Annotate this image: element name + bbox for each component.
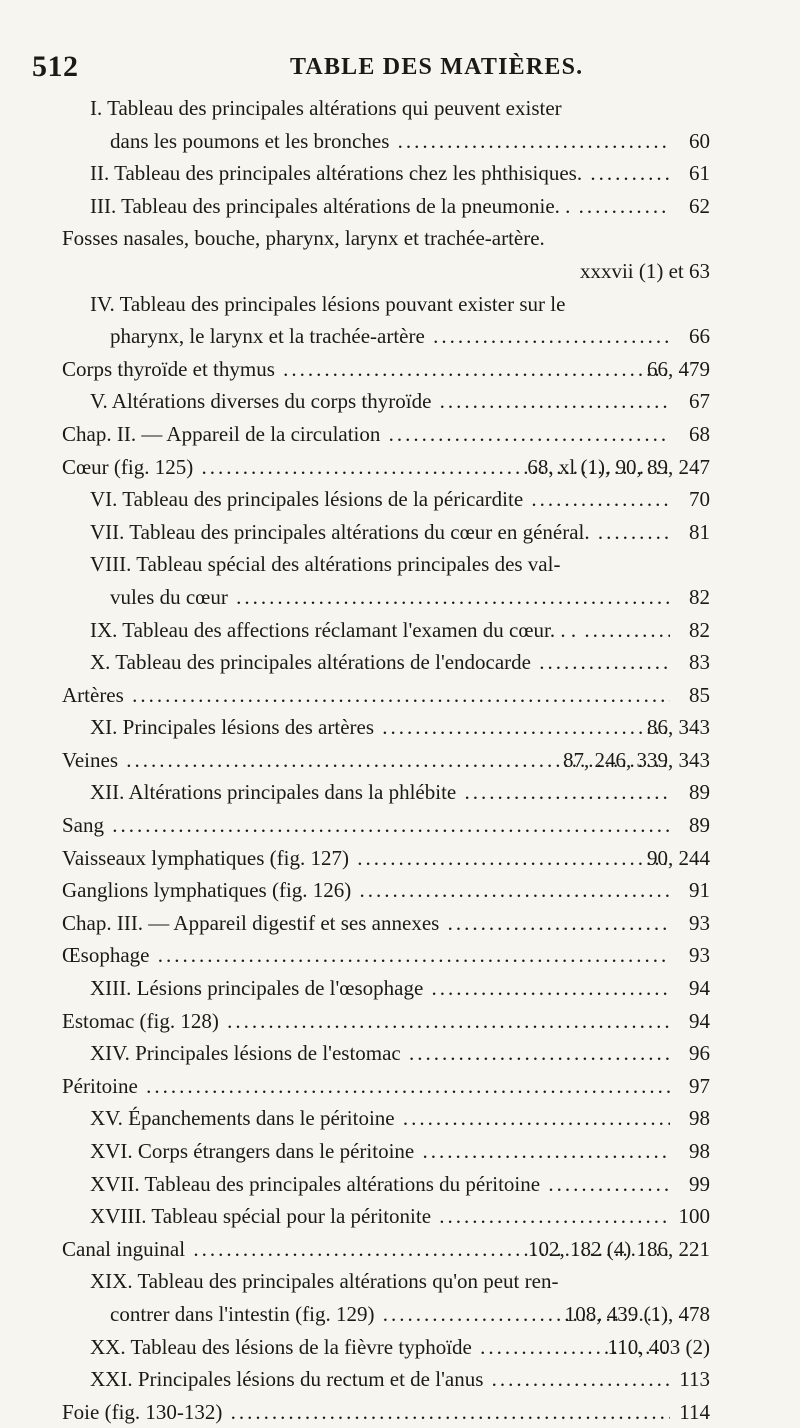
- toc-entry: [0, 418, 800, 451]
- toc-entry-page: 89: [689, 780, 710, 805]
- toc-entry-text: Fosses nasales, bouche, pharynx, larynx et trachée-artère.: [62, 226, 545, 251]
- toc-entry: [0, 1135, 800, 1168]
- toc-entry-text: Œsophage .....: [62, 939, 670, 972]
- toc-entry-text: Chap. II. — Appareil de la circulation .....: [62, 418, 670, 451]
- toc-entry: [0, 1396, 800, 1428]
- toc-entry-page: 91: [689, 878, 710, 903]
- toc-entry-page: 102, 182 (4) 186, 221: [528, 1236, 710, 1261]
- toc-entry: [0, 1200, 800, 1233]
- toc-entry-page: 94: [689, 1008, 710, 1033]
- toc-entry: [0, 1037, 800, 1070]
- toc-entry-page: 100: [678, 1204, 710, 1229]
- toc-entry: [0, 483, 800, 516]
- toc-entry-text: Corps thyroïde et thymus .....: [62, 353, 670, 386]
- toc-entry-page: 82: [689, 617, 710, 642]
- toc-entry-text: Péritoine .....: [62, 1070, 670, 1103]
- toc-entry: [0, 548, 800, 581]
- toc-entry-page: 98: [689, 1106, 710, 1131]
- toc-entry-text: XIII. Lésions principales de l'œsophage .....: [90, 972, 670, 1005]
- toc-entry-text: pharynx, le larynx et la trachée-artère .....: [110, 320, 670, 353]
- toc-entry-page: 98: [689, 1139, 710, 1163]
- toc-entry-text: Ganglions lymphatiques (fig. 126) .....: [62, 874, 670, 907]
- toc-entry-text: Foie (fig. 130-132) .....: [62, 1396, 670, 1428]
- toc-entry-text: contrer dans l'intestin (fig. 129) .....: [110, 1298, 670, 1331]
- toc-entry-text: VII. Tableau des principales altérations du cœur en général. .....: [90, 516, 670, 549]
- toc-entry-page: 68: [689, 421, 710, 446]
- toc-entry: [0, 776, 800, 809]
- toc-entry-text: II. Tableau des principales altérations chez les phthisiques. .....: [90, 157, 670, 190]
- toc-entry-page: 70: [689, 487, 710, 512]
- toc-entry: [0, 125, 800, 158]
- toc-entry: [0, 1265, 800, 1298]
- toc-entry: [0, 157, 800, 190]
- toc-entry-text: Chap. III. — Appareil digestif et ses annexes .....: [62, 907, 670, 940]
- toc-entry: [0, 385, 800, 418]
- toc-entry-page: 110, 403 (2): [607, 1334, 710, 1359]
- toc-entry-page: 66: [689, 324, 710, 349]
- toc-entry-page: 114: [679, 1399, 710, 1424]
- toc-entry: [0, 744, 800, 777]
- toc-entry-text: XVI. Corps étrangers dans le péritoine .....: [90, 1135, 670, 1168]
- toc-entry: [0, 320, 800, 353]
- toc-entry: [0, 809, 800, 842]
- toc-entry: [0, 874, 800, 907]
- page-number: 512: [32, 50, 79, 83]
- toc-entry: [0, 255, 800, 288]
- toc-entry: [0, 353, 800, 386]
- toc-entry-text: III. Tableau des principales altérations de la pneumonie. . .....: [90, 190, 670, 223]
- toc-entry-text: XIX. Tableau des principales altérations qu'on peut ren-: [90, 1269, 559, 1294]
- toc-entry-text: VI. Tableau des principales lésions de la péricardite .....: [90, 483, 670, 516]
- toc-entry: [0, 711, 800, 744]
- toc-entry-text: XI. Principales lésions des artères .....: [90, 711, 670, 744]
- toc-entry-text: V. Altérations diverses du corps thyroïde .....: [90, 385, 670, 418]
- toc-entry: [0, 614, 800, 647]
- toc-entry: [0, 907, 800, 940]
- toc-entry-page: 113: [679, 1367, 710, 1392]
- toc-entry-page: xxxvii (1) et 63: [579, 258, 710, 283]
- toc-entry-page: 85: [689, 682, 710, 707]
- toc-entry: [0, 939, 800, 972]
- toc-entry-page: 67: [689, 389, 710, 414]
- toc-entry: [0, 679, 800, 712]
- toc-entry-text: IV. Tableau des principales lésions pouvant exister sur le: [90, 291, 566, 316]
- toc-entry-page: 61: [689, 161, 710, 186]
- toc-entry: [0, 1233, 800, 1266]
- toc-entry-page: 108, 439 (1), 478: [564, 1301, 710, 1326]
- toc-entry: [0, 222, 800, 255]
- toc-entry-page: 86, 343: [647, 715, 710, 740]
- toc-entry-page: 89: [689, 813, 710, 838]
- toc-entry-text: vules du cœur .....: [110, 581, 670, 614]
- toc-entry-text: Canal inguinal .....: [62, 1233, 670, 1266]
- toc-entry-text: Veines .....: [62, 744, 670, 777]
- toc-entry: [0, 92, 800, 125]
- toc-entry: [0, 1331, 800, 1364]
- toc-entry: [0, 190, 800, 223]
- toc-entry-text: XVII. Tableau des principales altérations du péritoine .....: [90, 1168, 670, 1201]
- toc-entry: [0, 842, 800, 875]
- toc-entry-text: XV. Épanchements dans le péritoine .....: [90, 1102, 670, 1135]
- toc-entry: [0, 972, 800, 1005]
- toc-entry-page: 87, 246, 339, 343: [563, 747, 710, 772]
- toc-entry: [0, 1168, 800, 1201]
- toc-entry: [0, 1070, 800, 1103]
- toc-entry-text: Sang .....: [62, 809, 670, 842]
- toc-entry-page: 99: [689, 1171, 710, 1196]
- toc-entry-text: X. Tableau des principales altérations de l'endocarde .....: [90, 646, 670, 679]
- toc-entry-page: 60: [689, 128, 710, 153]
- toc-entry-page: 62: [689, 193, 710, 218]
- toc-entry: [0, 1363, 800, 1396]
- toc-entry-page: 68, xl (1), 90, 89, 247: [527, 454, 710, 479]
- toc-entry-page: 90, 244: [647, 845, 710, 870]
- toc-entry-text: Estomac (fig. 128) .....: [62, 1005, 670, 1038]
- toc-entry-text: IX. Tableau des affections réclamant l'examen du cœur. . . .....: [90, 614, 670, 647]
- toc-entry-text: dans les poumons et les bronches .....: [110, 125, 670, 158]
- toc-entry-page: 81: [689, 519, 710, 544]
- toc-entry-text: XII. Altérations principales dans la phlébite .....: [90, 776, 670, 809]
- toc-entry-text: XXI. Principales lésions du rectum et de l'anus .....: [90, 1363, 670, 1396]
- running-title: TABLE DES MATIÈRES.: [290, 54, 584, 80]
- toc-entry-text: XIV. Principales lésions de l'estomac .....: [90, 1037, 670, 1070]
- toc-entry-text: XVIII. Tableau spécial pour la péritonite .....: [90, 1200, 670, 1233]
- toc-entry: [0, 288, 800, 321]
- toc-entry: [0, 1005, 800, 1038]
- toc-entry: [0, 1298, 800, 1331]
- toc-entry-page: 96: [689, 1041, 710, 1066]
- page-header: [32, 50, 752, 90]
- toc-entry-page: 66, 479: [647, 356, 710, 381]
- toc-entry-page: 94: [689, 976, 710, 1001]
- toc-entry: [0, 1102, 800, 1135]
- toc-entry-text: Cœur (fig. 125) .....: [62, 451, 670, 484]
- toc-entry-text: XX. Tableau des lésions de la fièvre typhoïde .....: [90, 1331, 670, 1364]
- toc-entry-page: 83: [689, 650, 710, 675]
- toc-entry-page: 97: [689, 1073, 710, 1098]
- toc-entry-text: Artères .....: [62, 679, 670, 712]
- toc-entry-page: 93: [689, 910, 710, 935]
- toc-entry: [0, 646, 800, 679]
- table-of-contents: [0, 92, 800, 1428]
- toc-entry-page: 93: [689, 943, 710, 968]
- toc-entry-text: Vaisseaux lymphatiques (fig. 127) .....: [62, 842, 670, 875]
- toc-entry: [0, 581, 800, 614]
- toc-entry-page: 82: [689, 584, 710, 609]
- toc-entry: [0, 451, 800, 484]
- toc-entry-text: I. Tableau des principales altérations qui peuvent exister: [90, 96, 562, 120]
- toc-entry: [0, 516, 800, 549]
- toc-entry-text: VIII. Tableau spécial des altérations principales des val-: [90, 552, 561, 577]
